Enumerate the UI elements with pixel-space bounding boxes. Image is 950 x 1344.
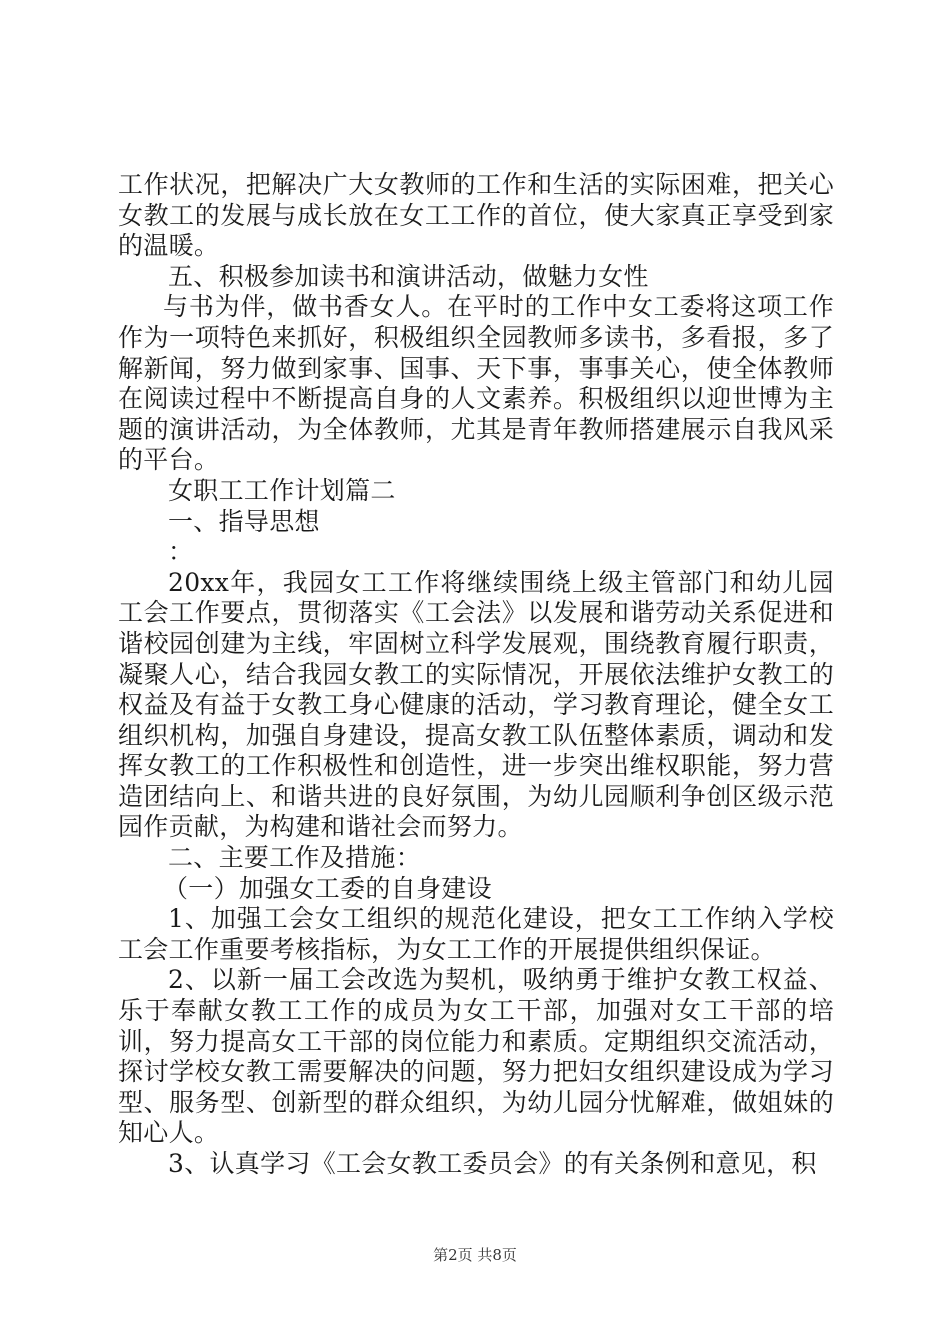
paragraph-guiding: 20xx年，我园女工工作将继续围绕上级主管部门和幼儿园工会工作要点，贯彻落实《工会法》以发展和谐劳动关系促进和谐校园创建为主线，牢固树立科学发展观，围绕教育履行职责，凝聚人心，结合我园女教工的实际情况，开展依法维护女教工的权益及有益于女教工身心健康的活动，学习教育理论，健全女工组织机构，加强自身建设，提高女教工队伍整体素质，调动和发挥女教工的工作积极性和创造性，进一步突出维权职能，努力营造团结向上、和谐共进的良好氛围，为幼儿园顺利争创区级示范园作贡献，为构建和谐社会而努力。	[118, 567, 834, 842]
section-heading-5: 五、积极参加读书和演讲活动，做魅力女性	[168, 261, 649, 291]
page-footer: 第2页 共8页	[433, 1246, 517, 1264]
colon-line: ：	[168, 537, 194, 567]
subsection-heading-1: （一）加强女工委的自身建设	[163, 873, 492, 903]
list-item-2: 2、以新一届工会改选为契机，吸纳勇于维护女教工权益、乐于奉献女教工工作的成员为女工干部，加强对女工干部的培训，努力提高女工干部的岗位能力和素质。定期组织交流活动，探讨学校女教工需要解决的问题，努力把妇女组织建设成为学习型、服务型、创新型的群众组织，为幼儿园分忧解难，做姐妹的知心人。	[118, 965, 834, 1148]
list-item-1: 1、加强工会女工组织的规范化建设，把女工工作纳入学校工会工作重要考核指标，为女工工作的开展提供组织保证。	[118, 904, 834, 964]
section-heading-1: 一、指导思想	[168, 506, 320, 536]
paragraph-reading: 与书为伴，做书香女人。在平时的工作中女工委将这项工作作为一项特色来抓好，积极组织全园教师多读书，多看报，多了解新闻，努力做到家事、国事、天下事，事事关心，使全体教师在阅读过程中不断提高自身的人文素养。积极组织以迎世博为主题的演讲活动，为全体教师，尤其是青年教师搭建展示自我风采的平台。	[118, 292, 834, 475]
section-heading-2: 二、主要工作及措施：	[168, 843, 422, 873]
chapter-title: 女职工工作计划篇二	[168, 475, 396, 505]
document-body	[118, 170, 834, 1180]
paragraph-continuation: 工作状况，把解决广大女教师的工作和生活的实际困难，把关心女教工的发展与成长放在女工工作的首位，使大家真正享受到家的温暖。	[118, 170, 834, 261]
list-item-3: 3、认真学习《工会女教工委员会》的有关条例和意见，积	[168, 1149, 817, 1178]
